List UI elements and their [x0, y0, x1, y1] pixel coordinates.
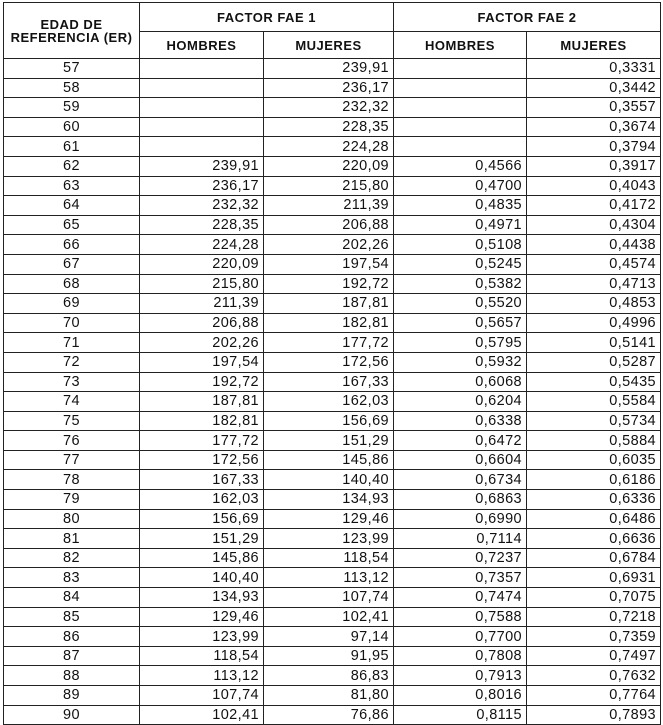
- cell-fae2-mujeres: 0,4996: [527, 313, 661, 333]
- cell-edad: 79: [4, 490, 140, 510]
- cell-fae2-mujeres: 0,5435: [527, 372, 661, 392]
- cell-fae1-hombres: 220,09: [140, 254, 264, 274]
- table-row: [4, 646, 661, 666]
- table-row: [4, 470, 661, 490]
- cell-fae1-hombres: 172,56: [140, 450, 264, 470]
- cell-fae2-mujeres: 0,7497: [527, 646, 661, 666]
- cell-fae2-mujeres: 0,6486: [527, 509, 661, 529]
- cell-edad: 74: [4, 392, 140, 412]
- table-row: [4, 392, 661, 412]
- table-row: [4, 196, 661, 216]
- cell-fae1-hombres: 167,33: [140, 470, 264, 490]
- cell-fae1-hombres: 239,91: [140, 156, 264, 176]
- cell-edad: 77: [4, 450, 140, 470]
- table-row: [4, 509, 661, 529]
- cell-fae2-hombres: 0,6068: [394, 372, 527, 392]
- cell-fae2-hombres: 0,8016: [394, 686, 527, 706]
- cell-fae2-hombres: 0,5657: [394, 313, 527, 333]
- cell-fae2-mujeres: 0,5884: [527, 431, 661, 451]
- cell-edad: 86: [4, 627, 140, 647]
- cell-fae2-hombres: 0,7237: [394, 548, 527, 568]
- cell-fae1-mujeres: 182,81: [264, 313, 394, 333]
- cell-fae1-mujeres: 177,72: [264, 333, 394, 353]
- cell-edad: 78: [4, 470, 140, 490]
- cell-edad: 89: [4, 686, 140, 706]
- cell-fae2-mujeres: 0,4574: [527, 254, 661, 274]
- cell-fae1-mujeres: 228,35: [264, 117, 394, 137]
- cell-fae2-mujeres: 0,7764: [527, 686, 661, 706]
- cell-fae1-mujeres: 232,32: [264, 98, 394, 118]
- table-row: [4, 294, 661, 314]
- cell-fae1-mujeres: 215,80: [264, 176, 394, 196]
- cell-fae1-mujeres: 107,74: [264, 588, 394, 608]
- cell-fae2-mujeres: 0,7632: [527, 666, 661, 686]
- table-row: [4, 78, 661, 98]
- cell-edad: 90: [4, 705, 140, 725]
- cell-fae2-hombres: [394, 137, 527, 157]
- table-row: [4, 274, 661, 294]
- cell-edad: 82: [4, 548, 140, 568]
- cell-fae1-mujeres: 172,56: [264, 352, 394, 372]
- cell-fae1-mujeres: 86,83: [264, 666, 394, 686]
- cell-fae2-hombres: 0,7474: [394, 588, 527, 608]
- cell-fae2-hombres: 0,7913: [394, 666, 527, 686]
- cell-fae1-hombres: 224,28: [140, 235, 264, 255]
- table-header: [4, 3, 661, 59]
- cell-edad: 59: [4, 98, 140, 118]
- cell-fae2-mujeres: 0,3917: [527, 156, 661, 176]
- cell-fae2-hombres: 0,4971: [394, 215, 527, 235]
- cell-fae1-mujeres: 224,28: [264, 137, 394, 157]
- cell-fae2-hombres: 0,5108: [394, 235, 527, 255]
- cell-fae2-mujeres: 0,6636: [527, 529, 661, 549]
- cell-fae1-hombres: 162,03: [140, 490, 264, 510]
- cell-fae2-hombres: [394, 117, 527, 137]
- cell-fae1-hombres: 211,39: [140, 294, 264, 314]
- cell-fae1-mujeres: 140,40: [264, 470, 394, 490]
- cell-fae1-mujeres: 211,39: [264, 196, 394, 216]
- cell-fae2-hombres: 0,5245: [394, 254, 527, 274]
- cell-fae1-mujeres: 102,41: [264, 607, 394, 627]
- cell-fae1-mujeres: 206,88: [264, 215, 394, 235]
- cell-fae2-hombres: 0,8115: [394, 705, 527, 725]
- cell-fae1-hombres: 140,40: [140, 568, 264, 588]
- table-row: [4, 156, 661, 176]
- cell-fae1-hombres: 192,72: [140, 372, 264, 392]
- cell-fae2-hombres: 0,7588: [394, 607, 527, 627]
- cell-fae2-mujeres: 0,4713: [527, 274, 661, 294]
- cell-fae1-hombres: 206,88: [140, 313, 264, 333]
- cell-fae1-hombres: 232,32: [140, 196, 264, 216]
- cell-fae2-hombres: 0,6338: [394, 411, 527, 431]
- cell-fae2-hombres: 0,6734: [394, 470, 527, 490]
- cell-fae1-hombres: 228,35: [140, 215, 264, 235]
- table-row: [4, 176, 661, 196]
- cell-edad: 87: [4, 646, 140, 666]
- cell-fae1-hombres: 187,81: [140, 392, 264, 412]
- table-row: [4, 59, 661, 79]
- cell-edad: 61: [4, 137, 140, 157]
- cell-fae2-hombres: 0,4700: [394, 176, 527, 196]
- cell-fae2-hombres: [394, 98, 527, 118]
- cell-fae2-hombres: 0,6990: [394, 509, 527, 529]
- cell-fae2-mujeres: 0,3674: [527, 117, 661, 137]
- cell-fae1-mujeres: 192,72: [264, 274, 394, 294]
- table-row: [4, 431, 661, 451]
- cell-fae2-mujeres: 0,5584: [527, 392, 661, 412]
- cell-fae1-hombres: 202,26: [140, 333, 264, 353]
- fae-factor-table-container: [3, 2, 661, 725]
- table-row: [4, 568, 661, 588]
- cell-fae1-mujeres: 197,54: [264, 254, 394, 274]
- cell-fae2-mujeres: 0,3557: [527, 98, 661, 118]
- table-row: [4, 588, 661, 608]
- table-row: [4, 235, 661, 255]
- cell-fae2-mujeres: 0,7359: [527, 627, 661, 647]
- cell-fae1-mujeres: 236,17: [264, 78, 394, 98]
- cell-fae1-mujeres: 134,93: [264, 490, 394, 510]
- cell-fae2-mujeres: 0,4304: [527, 215, 661, 235]
- cell-fae2-hombres: 0,5382: [394, 274, 527, 294]
- cell-edad: 66: [4, 235, 140, 255]
- cell-fae1-hombres: 182,81: [140, 411, 264, 431]
- cell-fae2-hombres: 0,6204: [394, 392, 527, 412]
- cell-fae1-hombres: [140, 59, 264, 79]
- cell-edad: 85: [4, 607, 140, 627]
- cell-edad: 67: [4, 254, 140, 274]
- cell-fae1-mujeres: 220,09: [264, 156, 394, 176]
- cell-fae1-hombres: 123,99: [140, 627, 264, 647]
- cell-fae2-hombres: 0,5795: [394, 333, 527, 353]
- cell-fae1-hombres: 113,12: [140, 666, 264, 686]
- cell-fae1-hombres: 236,17: [140, 176, 264, 196]
- cell-fae2-mujeres: 0,5141: [527, 333, 661, 353]
- cell-fae1-mujeres: 202,26: [264, 235, 394, 255]
- cell-edad: 65: [4, 215, 140, 235]
- header-fae1-mujeres: MUJERES: [264, 32, 394, 59]
- table-row: [4, 411, 661, 431]
- cell-edad: 72: [4, 352, 140, 372]
- cell-fae2-mujeres: 0,7218: [527, 607, 661, 627]
- cell-fae2-hombres: 0,7357: [394, 568, 527, 588]
- cell-fae1-hombres: [140, 98, 264, 118]
- table-row: [4, 352, 661, 372]
- table-row: [4, 254, 661, 274]
- header-fae1-hombres: HOMBRES: [140, 32, 264, 59]
- cell-fae1-mujeres: 239,91: [264, 59, 394, 79]
- cell-fae1-mujeres: 97,14: [264, 627, 394, 647]
- cell-edad: 81: [4, 529, 140, 549]
- cell-fae1-mujeres: 162,03: [264, 392, 394, 412]
- cell-fae2-mujeres: 0,6931: [527, 568, 661, 588]
- cell-edad: 73: [4, 372, 140, 392]
- cell-fae2-hombres: 0,6604: [394, 450, 527, 470]
- cell-fae2-mujeres: 0,3331: [527, 59, 661, 79]
- header-edad-referencia: EDAD DE REFERENCIA (ER): [4, 3, 140, 59]
- cell-fae1-mujeres: 113,12: [264, 568, 394, 588]
- cell-edad: 70: [4, 313, 140, 333]
- cell-edad: 57: [4, 59, 140, 79]
- cell-edad: 60: [4, 117, 140, 137]
- table-row: [4, 607, 661, 627]
- cell-fae1-hombres: 177,72: [140, 431, 264, 451]
- cell-fae2-hombres: [394, 59, 527, 79]
- cell-fae1-mujeres: 81,80: [264, 686, 394, 706]
- fae-factor-table: [3, 2, 661, 725]
- cell-edad: 75: [4, 411, 140, 431]
- cell-fae2-mujeres: 0,7893: [527, 705, 661, 725]
- cell-fae2-hombres: 0,5932: [394, 352, 527, 372]
- cell-fae1-mujeres: 156,69: [264, 411, 394, 431]
- cell-fae1-hombres: 215,80: [140, 274, 264, 294]
- cell-fae2-mujeres: 0,5287: [527, 352, 661, 372]
- cell-fae1-hombres: 151,29: [140, 529, 264, 549]
- cell-fae1-mujeres: 187,81: [264, 294, 394, 314]
- header-factor-fae1: FACTOR FAE 1: [140, 3, 394, 32]
- cell-fae1-mujeres: 151,29: [264, 431, 394, 451]
- cell-fae1-hombres: [140, 137, 264, 157]
- cell-fae2-hombres: 0,6863: [394, 490, 527, 510]
- cell-fae2-mujeres: 0,4853: [527, 294, 661, 314]
- cell-edad: 88: [4, 666, 140, 686]
- table-row: [4, 333, 661, 353]
- table-row: [4, 313, 661, 333]
- cell-fae1-mujeres: 129,46: [264, 509, 394, 529]
- cell-edad: 69: [4, 294, 140, 314]
- cell-fae2-hombres: [394, 78, 527, 98]
- table-row: [4, 450, 661, 470]
- cell-fae1-mujeres: 118,54: [264, 548, 394, 568]
- cell-fae2-mujeres: 0,7075: [527, 588, 661, 608]
- cell-fae1-hombres: 102,41: [140, 705, 264, 725]
- table-row: [4, 705, 661, 725]
- header-fae2-hombres: HOMBRES: [394, 32, 527, 59]
- table-row: [4, 529, 661, 549]
- table-row: [4, 137, 661, 157]
- table-row: [4, 98, 661, 118]
- cell-fae1-hombres: 107,74: [140, 686, 264, 706]
- cell-fae1-hombres: [140, 117, 264, 137]
- cell-fae2-hombres: 0,6472: [394, 431, 527, 451]
- cell-fae1-hombres: [140, 78, 264, 98]
- cell-fae2-mujeres: 0,5734: [527, 411, 661, 431]
- cell-edad: 80: [4, 509, 140, 529]
- cell-fae2-hombres: 0,7808: [394, 646, 527, 666]
- cell-edad: 62: [4, 156, 140, 176]
- cell-fae2-mujeres: 0,6784: [527, 548, 661, 568]
- cell-fae2-hombres: 0,5520: [394, 294, 527, 314]
- cell-fae1-mujeres: 145,86: [264, 450, 394, 470]
- cell-fae2-mujeres: 0,6336: [527, 490, 661, 510]
- table-row: [4, 490, 661, 510]
- cell-fae2-mujeres: 0,6035: [527, 450, 661, 470]
- cell-edad: 68: [4, 274, 140, 294]
- cell-edad: 84: [4, 588, 140, 608]
- cell-fae1-mujeres: 123,99: [264, 529, 394, 549]
- cell-fae1-mujeres: 76,86: [264, 705, 394, 725]
- cell-fae1-hombres: 145,86: [140, 548, 264, 568]
- cell-fae2-mujeres: 0,4438: [527, 235, 661, 255]
- cell-fae1-hombres: 118,54: [140, 646, 264, 666]
- cell-edad: 64: [4, 196, 140, 216]
- table-row: [4, 548, 661, 568]
- table-row: [4, 666, 661, 686]
- cell-fae1-hombres: 134,93: [140, 588, 264, 608]
- cell-fae1-mujeres: 91,95: [264, 646, 394, 666]
- header-fae2-mujeres: MUJERES: [527, 32, 661, 59]
- cell-edad: 76: [4, 431, 140, 451]
- table-row: [4, 215, 661, 235]
- cell-fae2-hombres: 0,4566: [394, 156, 527, 176]
- table-row: [4, 117, 661, 137]
- cell-fae2-mujeres: 0,4043: [527, 176, 661, 196]
- cell-fae2-hombres: 0,7114: [394, 529, 527, 549]
- cell-fae2-hombres: 0,4835: [394, 196, 527, 216]
- table-row: [4, 372, 661, 392]
- cell-fae2-mujeres: 0,6186: [527, 470, 661, 490]
- cell-fae1-hombres: 156,69: [140, 509, 264, 529]
- cell-fae1-hombres: 197,54: [140, 352, 264, 372]
- cell-fae2-mujeres: 0,3442: [527, 78, 661, 98]
- cell-edad: 71: [4, 333, 140, 353]
- cell-edad: 63: [4, 176, 140, 196]
- cell-edad: 58: [4, 78, 140, 98]
- cell-fae1-hombres: 129,46: [140, 607, 264, 627]
- table-row: [4, 627, 661, 647]
- cell-edad: 83: [4, 568, 140, 588]
- table-row: [4, 686, 661, 706]
- header-factor-fae2: FACTOR FAE 2: [394, 3, 661, 32]
- cell-fae1-mujeres: 167,33: [264, 372, 394, 392]
- cell-fae2-mujeres: 0,4172: [527, 196, 661, 216]
- cell-fae2-hombres: 0,7700: [394, 627, 527, 647]
- table-body: [4, 59, 661, 725]
- cell-fae2-mujeres: 0,3794: [527, 137, 661, 157]
